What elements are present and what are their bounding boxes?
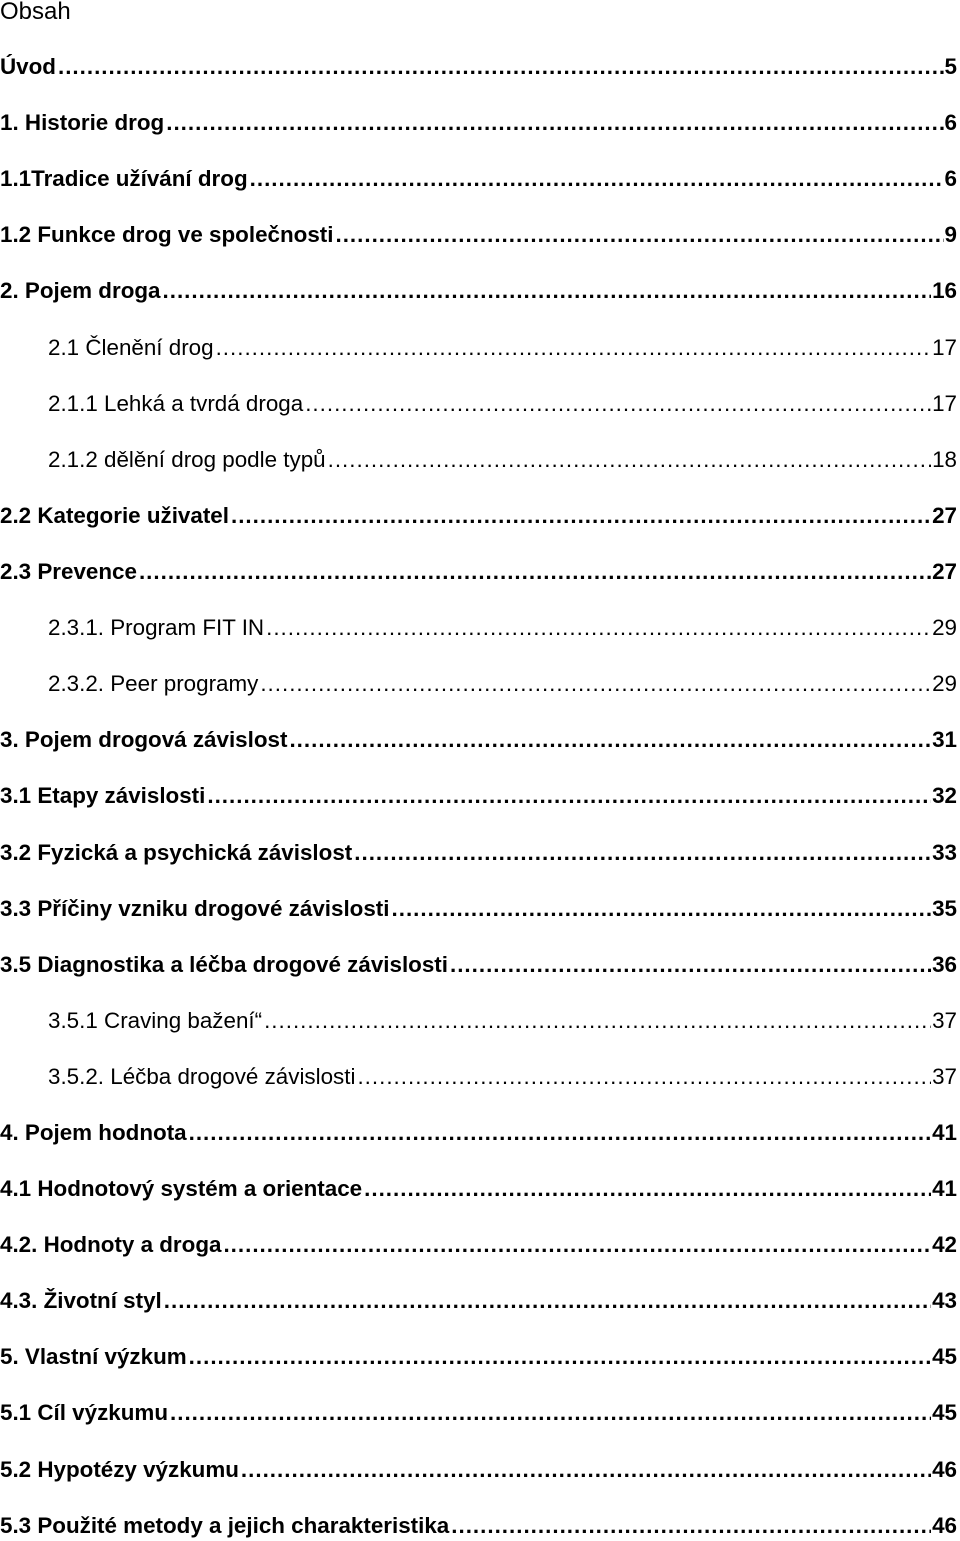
toc-entry-page-number: 46 (932, 1513, 957, 1538)
toc-dot-leader (451, 1511, 931, 1541)
toc-entry-page-number: 6 (944, 110, 957, 135)
toc-entry-label: 2.3.2. Peer programy (48, 671, 259, 696)
toc-dot-leader (207, 781, 931, 811)
toc-entry-page-number: 27 (932, 559, 957, 584)
toc-entry-label: 5.1 Cíl výzkumu (0, 1400, 168, 1425)
toc-entry-page-number: 42 (932, 1232, 957, 1257)
toc-entry-label: 1. Historie drog (0, 110, 165, 135)
toc-entry-page-number: 16 (932, 278, 957, 303)
toc-entry[interactable] (0, 894, 957, 924)
toc-entry-label: 2.1 Členění drog (48, 335, 214, 360)
toc-dot-leader (189, 1342, 931, 1372)
toc-dot-leader (264, 1006, 931, 1036)
toc-entry[interactable] (0, 1455, 957, 1485)
toc-dot-leader (170, 1398, 931, 1428)
toc-dot-leader (223, 1230, 931, 1260)
toc-title: Obsah (0, 0, 71, 25)
toc-entry-label: 4.1 Hodnotový systém a orientace (0, 1176, 363, 1201)
toc-entry[interactable] (0, 1511, 957, 1541)
toc-dot-leader (241, 1455, 931, 1485)
toc-entry-label: 3.5.1 Craving bažení“ (48, 1008, 263, 1033)
toc-entry-page-number: 36 (932, 952, 957, 977)
toc-entry-label: 1.1Tradice užívání drog (0, 166, 248, 191)
toc-dot-leader (166, 108, 943, 138)
toc-dot-leader (58, 52, 944, 82)
toc-entry[interactable] (0, 950, 957, 980)
toc-dot-leader (450, 950, 931, 980)
toc-entry-label: 3.3 Příčiny vzniku drogové závislosti (0, 896, 390, 921)
toc-entry-page-number: 33 (932, 840, 957, 865)
toc-entry-page-number: 17 (932, 335, 957, 360)
toc-entry-label: 3.2 Fyzická a psychická závislost (0, 840, 353, 865)
toc-entry[interactable] (0, 781, 957, 811)
toc-dot-leader (305, 389, 931, 419)
toc-entry-page-number: 5 (944, 54, 957, 79)
toc-dot-leader (216, 333, 932, 363)
toc-entry[interactable] (0, 557, 957, 587)
toc-entry-label: 4. Pojem hodnota (0, 1120, 187, 1145)
toc-entry-page-number: 29 (932, 671, 957, 696)
toc-entry[interactable] (0, 1342, 957, 1372)
toc-dot-leader (231, 501, 931, 531)
toc-entry-label: 2. Pojem droga (0, 278, 161, 303)
toc-dot-leader (357, 1062, 931, 1092)
toc-entry[interactable] (48, 669, 957, 699)
toc-entry-page-number: 35 (932, 896, 957, 921)
toc-dot-leader (260, 669, 931, 699)
toc-entry[interactable] (0, 1118, 957, 1148)
toc-entry[interactable] (48, 1006, 957, 1036)
toc-dot-leader (364, 1174, 931, 1204)
toc-entry-label: 2.1.1 Lehká a tvrdá droga (48, 391, 304, 416)
toc-entry-label: 4.2. Hodnoty a droga (0, 1232, 222, 1257)
toc-entry-page-number: 37 (932, 1008, 957, 1033)
toc-entry-label: 5. Vlastní výzkum (0, 1344, 187, 1369)
toc-entry[interactable] (0, 1398, 957, 1428)
toc-entry[interactable] (0, 838, 957, 868)
toc-entry-label: 2.2 Kategorie uživatel (0, 503, 229, 528)
toc-dot-leader (266, 613, 931, 643)
toc-entry[interactable] (0, 52, 957, 82)
toc-entry-label: 5.3 Použité metody a jejich charakteristika (0, 1513, 450, 1538)
toc-dot-leader (392, 894, 932, 924)
toc-entry[interactable] (0, 164, 957, 194)
toc-entry-page-number: 46 (932, 1457, 957, 1482)
toc-entry-page-number: 32 (932, 783, 957, 808)
toc-entry-page-number: 45 (932, 1400, 957, 1425)
toc-entry-page-number: 31 (932, 727, 957, 752)
toc-entry[interactable] (48, 389, 957, 419)
toc-entry-page-number: 6 (944, 166, 957, 191)
toc-entry[interactable] (0, 725, 957, 755)
toc-entry[interactable] (0, 501, 957, 531)
toc-dot-leader (139, 557, 931, 587)
toc-entry-label: 3. Pojem drogová závislost (0, 727, 288, 752)
toc-entry-label: 3.5.2. Léčba drogové závislosti (48, 1064, 356, 1089)
toc-dot-leader (328, 445, 931, 475)
toc-entry[interactable] (48, 333, 957, 363)
toc-entry-label: 2.1.2 dělění drog podle typů (48, 447, 326, 472)
toc-entry-page-number: 37 (932, 1064, 957, 1089)
toc-dot-leader (164, 1286, 931, 1316)
toc-entry[interactable] (48, 1062, 957, 1092)
toc-entry-page-number: 18 (932, 447, 957, 472)
toc-dot-leader (250, 164, 944, 194)
toc-entry-label: Úvod (0, 54, 56, 79)
toc-entry-page-number: 43 (932, 1288, 957, 1313)
toc-entry-label: 3.5 Diagnostika a léčba drogové závislosti (0, 952, 448, 977)
toc-entry-page-number: 9 (944, 222, 957, 247)
toc-entry[interactable] (48, 613, 957, 643)
toc-dot-leader (335, 220, 943, 250)
toc-entry-label: 4.3. Životní styl (0, 1288, 162, 1313)
toc-entry-label: 5.2 Hypotézy výzkumu (0, 1457, 239, 1482)
toc-entry-page-number: 17 (932, 391, 957, 416)
toc-dot-leader (289, 725, 931, 755)
toc-entry[interactable] (0, 220, 957, 250)
toc-entry-label: 3.1 Etapy závislosti (0, 783, 206, 808)
toc-entry-page-number: 41 (932, 1176, 957, 1201)
toc-entry[interactable] (0, 108, 957, 138)
toc-entry-page-number: 41 (932, 1120, 957, 1145)
toc-entry[interactable] (0, 276, 957, 306)
toc-dot-leader (354, 838, 931, 868)
toc-entry-page-number: 29 (932, 615, 957, 640)
toc-dot-leader (189, 1118, 931, 1148)
toc-entry[interactable] (48, 445, 957, 475)
toc-entry-page-number: 45 (932, 1344, 957, 1369)
toc-entry-label: 2.3.1. Program FIT IN (48, 615, 265, 640)
toc-dot-leader (163, 276, 932, 306)
toc-entry[interactable] (0, 1286, 957, 1316)
toc-entry-label: 2.3 Prevence (0, 559, 137, 584)
toc-entry[interactable] (0, 1230, 957, 1260)
toc-entry-label: 1.2 Funkce drog ve společnosti (0, 222, 334, 247)
toc-entry[interactable] (0, 1174, 957, 1204)
toc-entry-page-number: 27 (932, 503, 957, 528)
